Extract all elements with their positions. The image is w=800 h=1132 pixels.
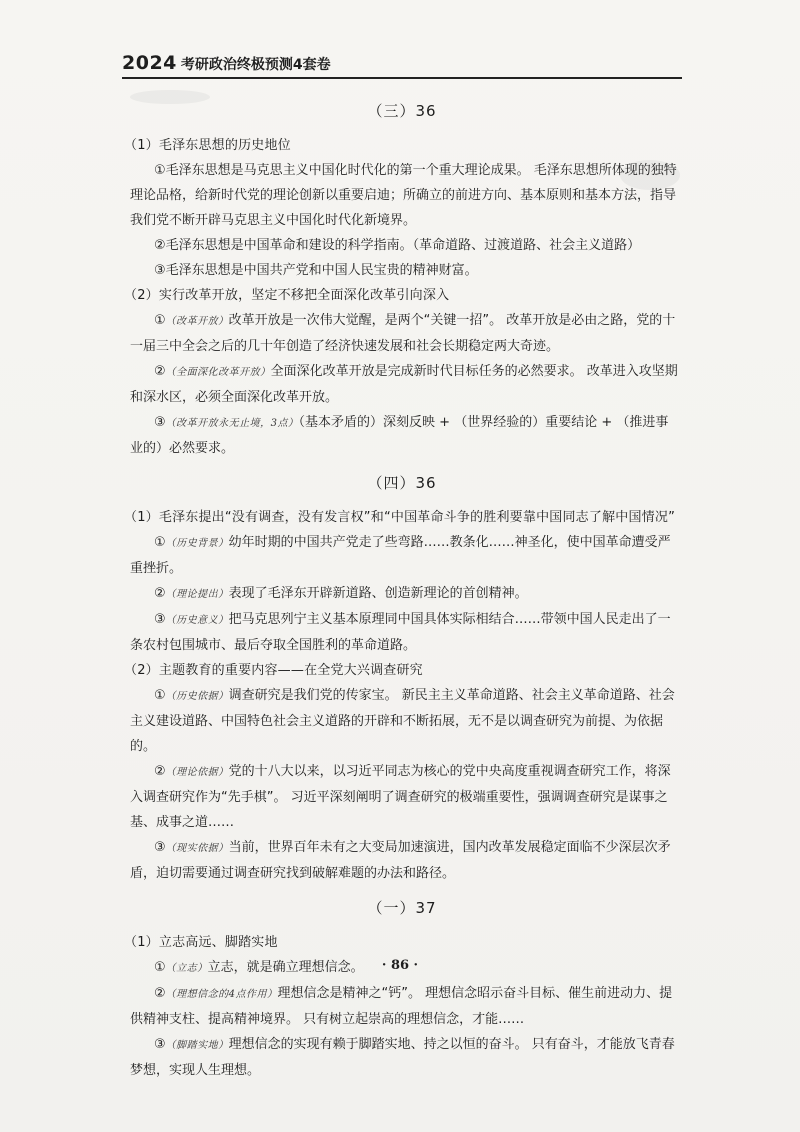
answer-paragraph (124, 308, 680, 359)
item-text: 立志，就是确立理想信念。 (207, 960, 364, 975)
item-tag: （理论依据） (165, 767, 229, 778)
item-text: 毛泽东思想是中国共产党和中国人民宝贵的精神财富。 (165, 263, 478, 278)
item-text: 全面深化改革开放是完成新时代目标任务的必然要求。 改革进入攻坚期和深水区，必须全面深化改革开放。 (130, 364, 678, 405)
item-text: 把马克思列宁主义基本原理同中国具体实际相结合……带领中国人民走出了一条农村包围城市、最后夺取全国胜利的革命道路。 (130, 612, 671, 653)
item-number: ③ (154, 1037, 166, 1052)
item-tag: （全面深化改革开放） (165, 367, 271, 378)
item-tag: （理想信念的4点作用） (165, 989, 278, 1000)
item-tag: （改革开放） (165, 316, 229, 327)
item-number: ① (154, 313, 166, 328)
answer-paragraph (124, 258, 680, 283)
answer-paragraph (124, 359, 680, 410)
item-text: 当前，世界百年未有之大变局加速演进，国内改革发展稳定面临不少深层次矛盾，迫切需要通过调查研究找到破解难题的办法和路径。 (130, 840, 671, 881)
item-number: ③ (154, 263, 166, 278)
item-tag: （理论提出） (165, 589, 229, 600)
item-number: ③ (154, 840, 166, 855)
item-number: ③ (154, 612, 166, 627)
item-tag: （历史意义） (165, 615, 229, 626)
item-text: 理想信念的实现有赖于脚踏实地、持之以恒的奋斗。 只有奋斗，才能放飞青春梦想，实现人生理想。 (130, 1037, 675, 1078)
page-number: · 86 · (381, 958, 419, 973)
item-number: ① (154, 688, 166, 703)
item-tag: （立志） (165, 963, 208, 974)
item-text: 毛泽东思想是马克思主义中国化时代化的第一个重大理论成果。 毛泽东思想所体现的独特理论品格，给新时代党的理论创新以重要启迪；所确立的前进方向、基本原则和基本方法，指导我们党不断开辟马克思主义中国化时代化新境界。 (130, 163, 677, 228)
header-year: 2024 (122, 52, 177, 74)
answer-paragraph (124, 530, 680, 581)
answer-paragraph (124, 835, 680, 886)
answer-paragraph (124, 683, 680, 759)
section-title: （四）36 (367, 474, 437, 492)
item-tag: （历史背景） (165, 538, 229, 549)
item-number: ① (154, 535, 166, 550)
item-text: （基本矛盾的）深刻反映 + （世界经验的）重要结论 + （推进事业的）必然要求。 (130, 415, 669, 456)
question-title: （2）主题教育的重要内容——在全党大兴调查研究 (124, 663, 423, 678)
item-tag: （改革开放永无止境，3点） (165, 418, 299, 429)
question-title: （1）毛泽东思想的历史地位 (124, 138, 291, 153)
answer-paragraph (124, 581, 680, 607)
item-number: ① (154, 960, 166, 975)
item-number: ② (154, 986, 166, 1001)
answer-paragraph (124, 981, 680, 1032)
page-header (122, 52, 682, 76)
item-number: ② (154, 764, 166, 779)
answer-paragraph (124, 233, 680, 258)
item-text: 调查研究是我们党的传家宝。 新民主主义革命道路、社会主义革命道路、社会主义建设道路、中国特色社会主义道路的开辟和不断拓展，无不是以调查研究为前提、为依据的。 (130, 688, 675, 754)
answer-paragraph (124, 607, 680, 658)
question-title: （1）立志高远、脚踏实地 (124, 935, 278, 950)
answer-paragraph (124, 759, 680, 835)
answer-paragraph (124, 410, 680, 461)
item-text: 理想信念是精神之“钙”。 理想信念昭示奋斗目标、催生前进动力、提供精神支柱、提高精神境界。 只有树立起崇高的理想信念，才能…… (130, 986, 673, 1027)
item-number: ② (154, 586, 166, 601)
item-number: ② (154, 364, 166, 379)
section-title: （三）36 (367, 102, 437, 120)
item-tag: （现实依据） (165, 843, 229, 854)
answer-paragraph (124, 1032, 680, 1083)
answer-paragraph (124, 158, 680, 233)
question-title: （2）实行改革开放，坚定不移把全面深化改革引向深入 (124, 288, 450, 303)
item-tag: （脚踏实地） (165, 1040, 229, 1051)
content (124, 95, 680, 1083)
item-text: 表现了毛泽东开辟新道路、创造新理论的首创精神。 (228, 586, 528, 601)
item-number: ② (154, 238, 166, 253)
item-number: ③ (154, 415, 166, 430)
item-text: 毛泽东思想是中国革命和建设的科学指南。（革命道路、过渡道路、社会主义道路） (165, 238, 641, 253)
item-number: ① (154, 163, 166, 178)
header-rule (122, 77, 682, 79)
header-title: 考研政治终极预测4套卷 (180, 57, 331, 73)
section-title: （一）37 (367, 899, 437, 917)
item-text: 党的十八大以来，以习近平同志为核心的党中央高度重视调查研究工作，将深入调查研究作为“先手棋”。 习近平深刻阐明了调查研究的极端重要性，强调调查研究是谋事之基、成事之道…… (130, 764, 671, 830)
item-tag: （历史依据） (165, 691, 229, 702)
item-text: 改革开放是一次伟大觉醒，是两个“关键一招”。 改革开放是必由之路，党的十一届三中全会之后的几十年创造了经济快速发展和社会长期稳定两大奇迹。 (130, 313, 676, 354)
question-title: （1）毛泽东提出“没有调查，没有发言权”和“中国革命斗争的胜利要靠中国同志了解中国情况” (124, 510, 676, 525)
item-text: 幼年时期的中国共产党走了些弯路……教条化……神圣化，使中国革命遭受严重挫折。 (130, 535, 671, 576)
